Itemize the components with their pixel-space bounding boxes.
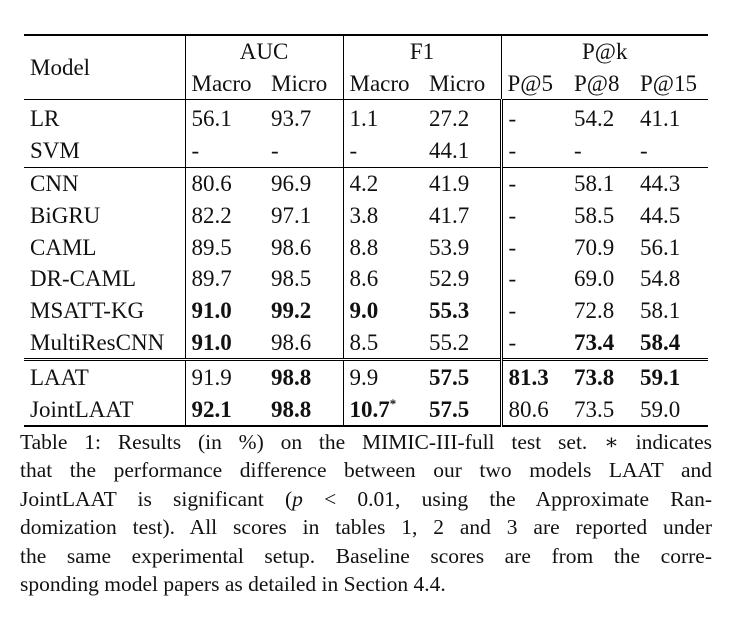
score-value: 58.1 (574, 170, 615, 196)
score-cell (568, 167, 634, 199)
model-name-cell: DR-CAML (30, 266, 137, 292)
score-cell (423, 135, 501, 167)
score-cell (185, 393, 265, 426)
score-cell (501, 167, 568, 199)
score-cell (634, 100, 708, 135)
score-value: 58.1 (640, 298, 681, 324)
score-cell (634, 135, 708, 167)
score-value: 80.6 (508, 396, 549, 422)
score-value: 44.5 (640, 202, 681, 228)
table-row (24, 360, 708, 393)
score-cell (343, 135, 423, 167)
score-value: - (508, 170, 517, 196)
score-value: 41.1 (640, 106, 681, 132)
table-row (24, 135, 708, 167)
header-f1-macro: Macro (343, 67, 423, 100)
score-cell (423, 360, 501, 393)
score-value: 89.7 (191, 266, 232, 292)
header-p15: P@15 (634, 67, 708, 100)
score-value: 44.3 (640, 170, 681, 196)
model-name-cell: JointLAAT (24, 393, 185, 426)
table-row (24, 295, 708, 327)
table-row (24, 100, 708, 135)
score-cell (568, 360, 634, 393)
score-value: 54.2 (574, 106, 615, 132)
score-value: 73.4 (574, 329, 615, 355)
score-cell (343, 393, 423, 426)
results-table-container (24, 34, 708, 427)
header-p5: P@5 (501, 67, 568, 100)
score-cell (423, 263, 501, 295)
score-cell (568, 393, 634, 426)
score-cell (423, 231, 501, 263)
table-row (24, 393, 708, 426)
score-value: - (508, 202, 517, 228)
score-cell (501, 263, 568, 295)
score-cell (501, 295, 568, 327)
score-cell (634, 360, 708, 393)
score-value: - (508, 298, 517, 324)
score-cell (343, 100, 423, 135)
score-value: 80.6 (191, 170, 232, 196)
score-cell (343, 231, 423, 263)
score-value: 3.8 (349, 202, 379, 228)
significance-star: * (389, 395, 397, 411)
table-row (24, 263, 708, 295)
score-value: - (271, 138, 279, 164)
score-value: 91.0 (191, 329, 232, 355)
score-value: 93.7 (271, 106, 312, 132)
score-cell (185, 231, 265, 263)
score-value: 98.8 (271, 364, 312, 390)
score-value: 81.3 (508, 364, 549, 390)
score-value: 1.1 (349, 106, 379, 132)
score-cell (265, 199, 343, 231)
score-cell (634, 199, 708, 231)
model-name-cell: CNN (30, 170, 79, 196)
score-cell (265, 263, 343, 295)
model-name-cell: LR (30, 106, 60, 132)
caption-line: the same experimental setup. Baseline scores are from the corre- (20, 543, 712, 568)
score-value: 58.5 (574, 202, 615, 228)
score-cell (568, 231, 634, 263)
caption-line: domization test). All scores in tables 1, 2 and 3 are reported under (20, 515, 712, 540)
score-value: 98.6 (271, 234, 312, 260)
score-value: 8.8 (349, 234, 379, 260)
score-cell (568, 295, 634, 327)
score-cell (343, 295, 423, 327)
score-cell (343, 199, 423, 231)
score-cell (634, 327, 708, 360)
caption-text: indicates (635, 430, 713, 454)
score-cell (423, 327, 501, 360)
score-value: - (640, 138, 648, 164)
score-value: 27.2 (429, 106, 470, 132)
score-value: - (508, 138, 517, 164)
score-value: 41.7 (429, 202, 470, 228)
header-auc-macro: Macro (185, 67, 265, 100)
score-value: 10.7 (349, 396, 390, 422)
score-cell (185, 167, 265, 199)
caption-text: JointLAAT is significant ( (20, 486, 293, 511)
score-cell (423, 199, 501, 231)
score-cell (343, 360, 423, 393)
table-row (24, 199, 708, 231)
header-pk: P@k (501, 35, 708, 67)
table-row (24, 327, 708, 360)
score-value: 69.0 (574, 266, 615, 292)
score-value: 56.1 (191, 106, 232, 132)
caption-text: < 0.01, using the Approximate Ran- (324, 486, 713, 511)
score-cell (185, 360, 265, 393)
score-value: 53.9 (429, 234, 470, 260)
score-cell (265, 360, 343, 393)
score-value: - (349, 138, 358, 164)
caption-star: ∗ (604, 430, 619, 454)
score-cell (634, 231, 708, 263)
model-name-cell: MultiResCNN (30, 329, 165, 355)
score-cell (634, 263, 708, 295)
score-cell (343, 263, 423, 295)
score-cell (343, 327, 423, 360)
score-cell (185, 327, 265, 360)
score-cell (501, 327, 568, 360)
score-value: 98.8 (271, 396, 312, 422)
table-caption (20, 428, 712, 598)
score-value: - (574, 138, 582, 164)
score-value: 41.9 (429, 170, 470, 196)
score-value: 91.0 (191, 298, 232, 324)
table-row (24, 231, 708, 263)
score-cell (185, 100, 265, 135)
score-cell (634, 393, 708, 426)
score-value: 96.9 (271, 170, 312, 196)
score-cell (265, 393, 343, 426)
header-p8: P@8 (568, 67, 634, 100)
score-cell (185, 295, 265, 327)
score-value: 55.3 (429, 298, 470, 324)
score-value: 73.5 (574, 396, 615, 422)
score-cell (501, 199, 568, 231)
score-value: 73.8 (574, 364, 615, 390)
score-value: 58.4 (640, 329, 681, 355)
score-value: 72.8 (574, 298, 615, 324)
score-cell (568, 100, 634, 135)
score-cell (568, 263, 634, 295)
results-table (24, 34, 708, 427)
score-cell (265, 295, 343, 327)
model-name-cell: CAML (30, 234, 97, 260)
score-value: 98.5 (271, 266, 312, 292)
score-value: 9.9 (349, 364, 379, 390)
score-value: 54.8 (640, 266, 681, 292)
score-value: 44.1 (429, 138, 470, 164)
score-cell (501, 135, 568, 167)
score-value: 97.1 (271, 202, 312, 228)
header-model: Model (24, 35, 185, 100)
score-value: 8.5 (349, 329, 379, 355)
header-f1-micro: Micro (423, 67, 501, 100)
score-cell (501, 100, 568, 135)
score-value: 57.5 (429, 396, 470, 422)
score-value: 82.2 (191, 202, 232, 228)
caption-line (20, 428, 712, 456)
caption-line: sponding model papers as detailed in Section 4.4. (20, 572, 446, 597)
score-cell (568, 135, 634, 167)
score-cell (501, 231, 568, 263)
caption-line: that the performance difference between our two models LAAT and (20, 458, 712, 483)
score-cell (423, 295, 501, 327)
header-auc: AUC (185, 35, 343, 67)
score-value: 55.2 (429, 329, 470, 355)
score-value: 56.1 (640, 234, 681, 260)
results-table-body (24, 100, 708, 426)
table-row (24, 167, 708, 199)
score-value: 92.1 (191, 396, 232, 422)
score-cell (501, 360, 568, 393)
score-cell (634, 295, 708, 327)
score-value: 70.9 (574, 234, 615, 260)
score-value: 98.6 (271, 329, 312, 355)
caption-text: Table 1: Results (in %) on the MIMIC-III-full test set. (20, 430, 588, 454)
score-value: 8.6 (349, 266, 379, 292)
model-name-cell: LAAT (24, 360, 185, 393)
score-cell (423, 167, 501, 199)
caption-p-symbol: p (292, 486, 303, 511)
header-f1: F1 (343, 35, 501, 67)
score-cell (265, 100, 343, 135)
score-cell (634, 167, 708, 199)
score-value: - (508, 106, 517, 132)
score-value: 91.9 (191, 364, 232, 390)
model-name-cell: MSATT-KG (30, 298, 145, 324)
score-value: 57.5 (429, 364, 470, 390)
score-cell (265, 135, 343, 167)
score-value: 99.2 (271, 298, 312, 324)
score-value: 4.2 (349, 170, 379, 196)
score-cell (423, 100, 501, 135)
score-cell (265, 327, 343, 360)
score-cell (265, 231, 343, 263)
score-value: 59.1 (640, 364, 681, 390)
score-cell (185, 263, 265, 295)
score-value: - (508, 266, 517, 292)
score-value: - (191, 138, 200, 164)
model-name-cell: BiGRU (30, 202, 101, 228)
header-auc-micro: Micro (265, 67, 343, 100)
caption-line (20, 485, 712, 513)
score-cell (343, 167, 423, 199)
score-cell (568, 327, 634, 360)
score-value: 59.0 (640, 396, 681, 422)
score-value: - (508, 329, 517, 355)
score-cell (265, 167, 343, 199)
score-cell (501, 393, 568, 426)
score-value: - (508, 234, 517, 260)
score-cell (185, 199, 265, 231)
score-value: 89.5 (191, 234, 232, 260)
score-value: 52.9 (429, 266, 470, 292)
score-cell (568, 199, 634, 231)
score-cell (185, 135, 265, 167)
score-cell (423, 393, 501, 426)
score-value: 9.0 (349, 298, 379, 324)
model-name-cell: SVM (30, 138, 80, 164)
